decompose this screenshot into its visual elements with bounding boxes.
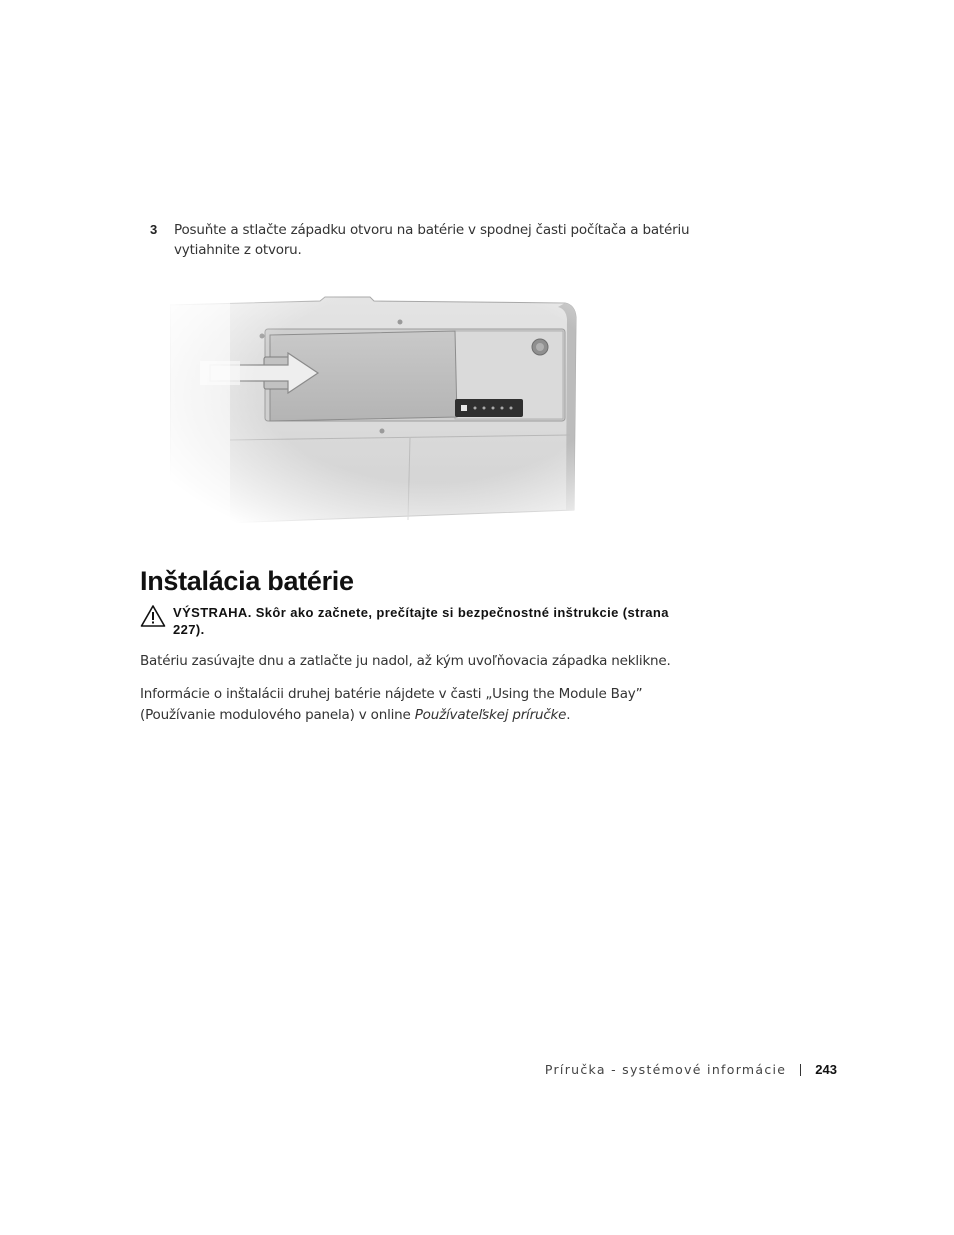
warning-triangle-icon bbox=[140, 604, 166, 628]
module-bay-paragraph bbox=[140, 684, 700, 726]
page-footer bbox=[545, 1062, 837, 1077]
module-bay-paragraph-text: Informácie o inštalácii druhej batérie nájdete v časti „Using the Module Bay” (Používanie modulového panela) v online bbox=[140, 686, 643, 723]
warning-text: VÝSTRAHA. Skôr ako začnete, prečítajte si bezpečnostné inštrukcie (strana 227). bbox=[173, 605, 669, 637]
warning-notice bbox=[140, 604, 700, 638]
footer-title: Príručka - systémové informácie bbox=[544, 1062, 787, 1077]
step-text: Posuňte a stlačte západku otvoru na batérie v spodnej časti počítača a batériu vytiahnite z otvoru. bbox=[174, 222, 690, 258]
step-number: 3 bbox=[150, 222, 158, 237]
install-paragraph: Batériu zasúvajte dnu a zatlačte ju nadol, až kým uvoľňovacia západka neklikne. bbox=[140, 653, 671, 669]
page-number: 243 bbox=[815, 1062, 837, 1077]
footer-separator bbox=[800, 1064, 801, 1076]
module-bay-paragraph-end: . bbox=[566, 707, 571, 723]
section-title: Inštalácia batérie bbox=[140, 566, 354, 596]
battery-removal-illustration bbox=[170, 295, 590, 530]
step-item bbox=[150, 220, 690, 260]
users-guide-reference: Používateľskej príručke bbox=[414, 707, 567, 723]
